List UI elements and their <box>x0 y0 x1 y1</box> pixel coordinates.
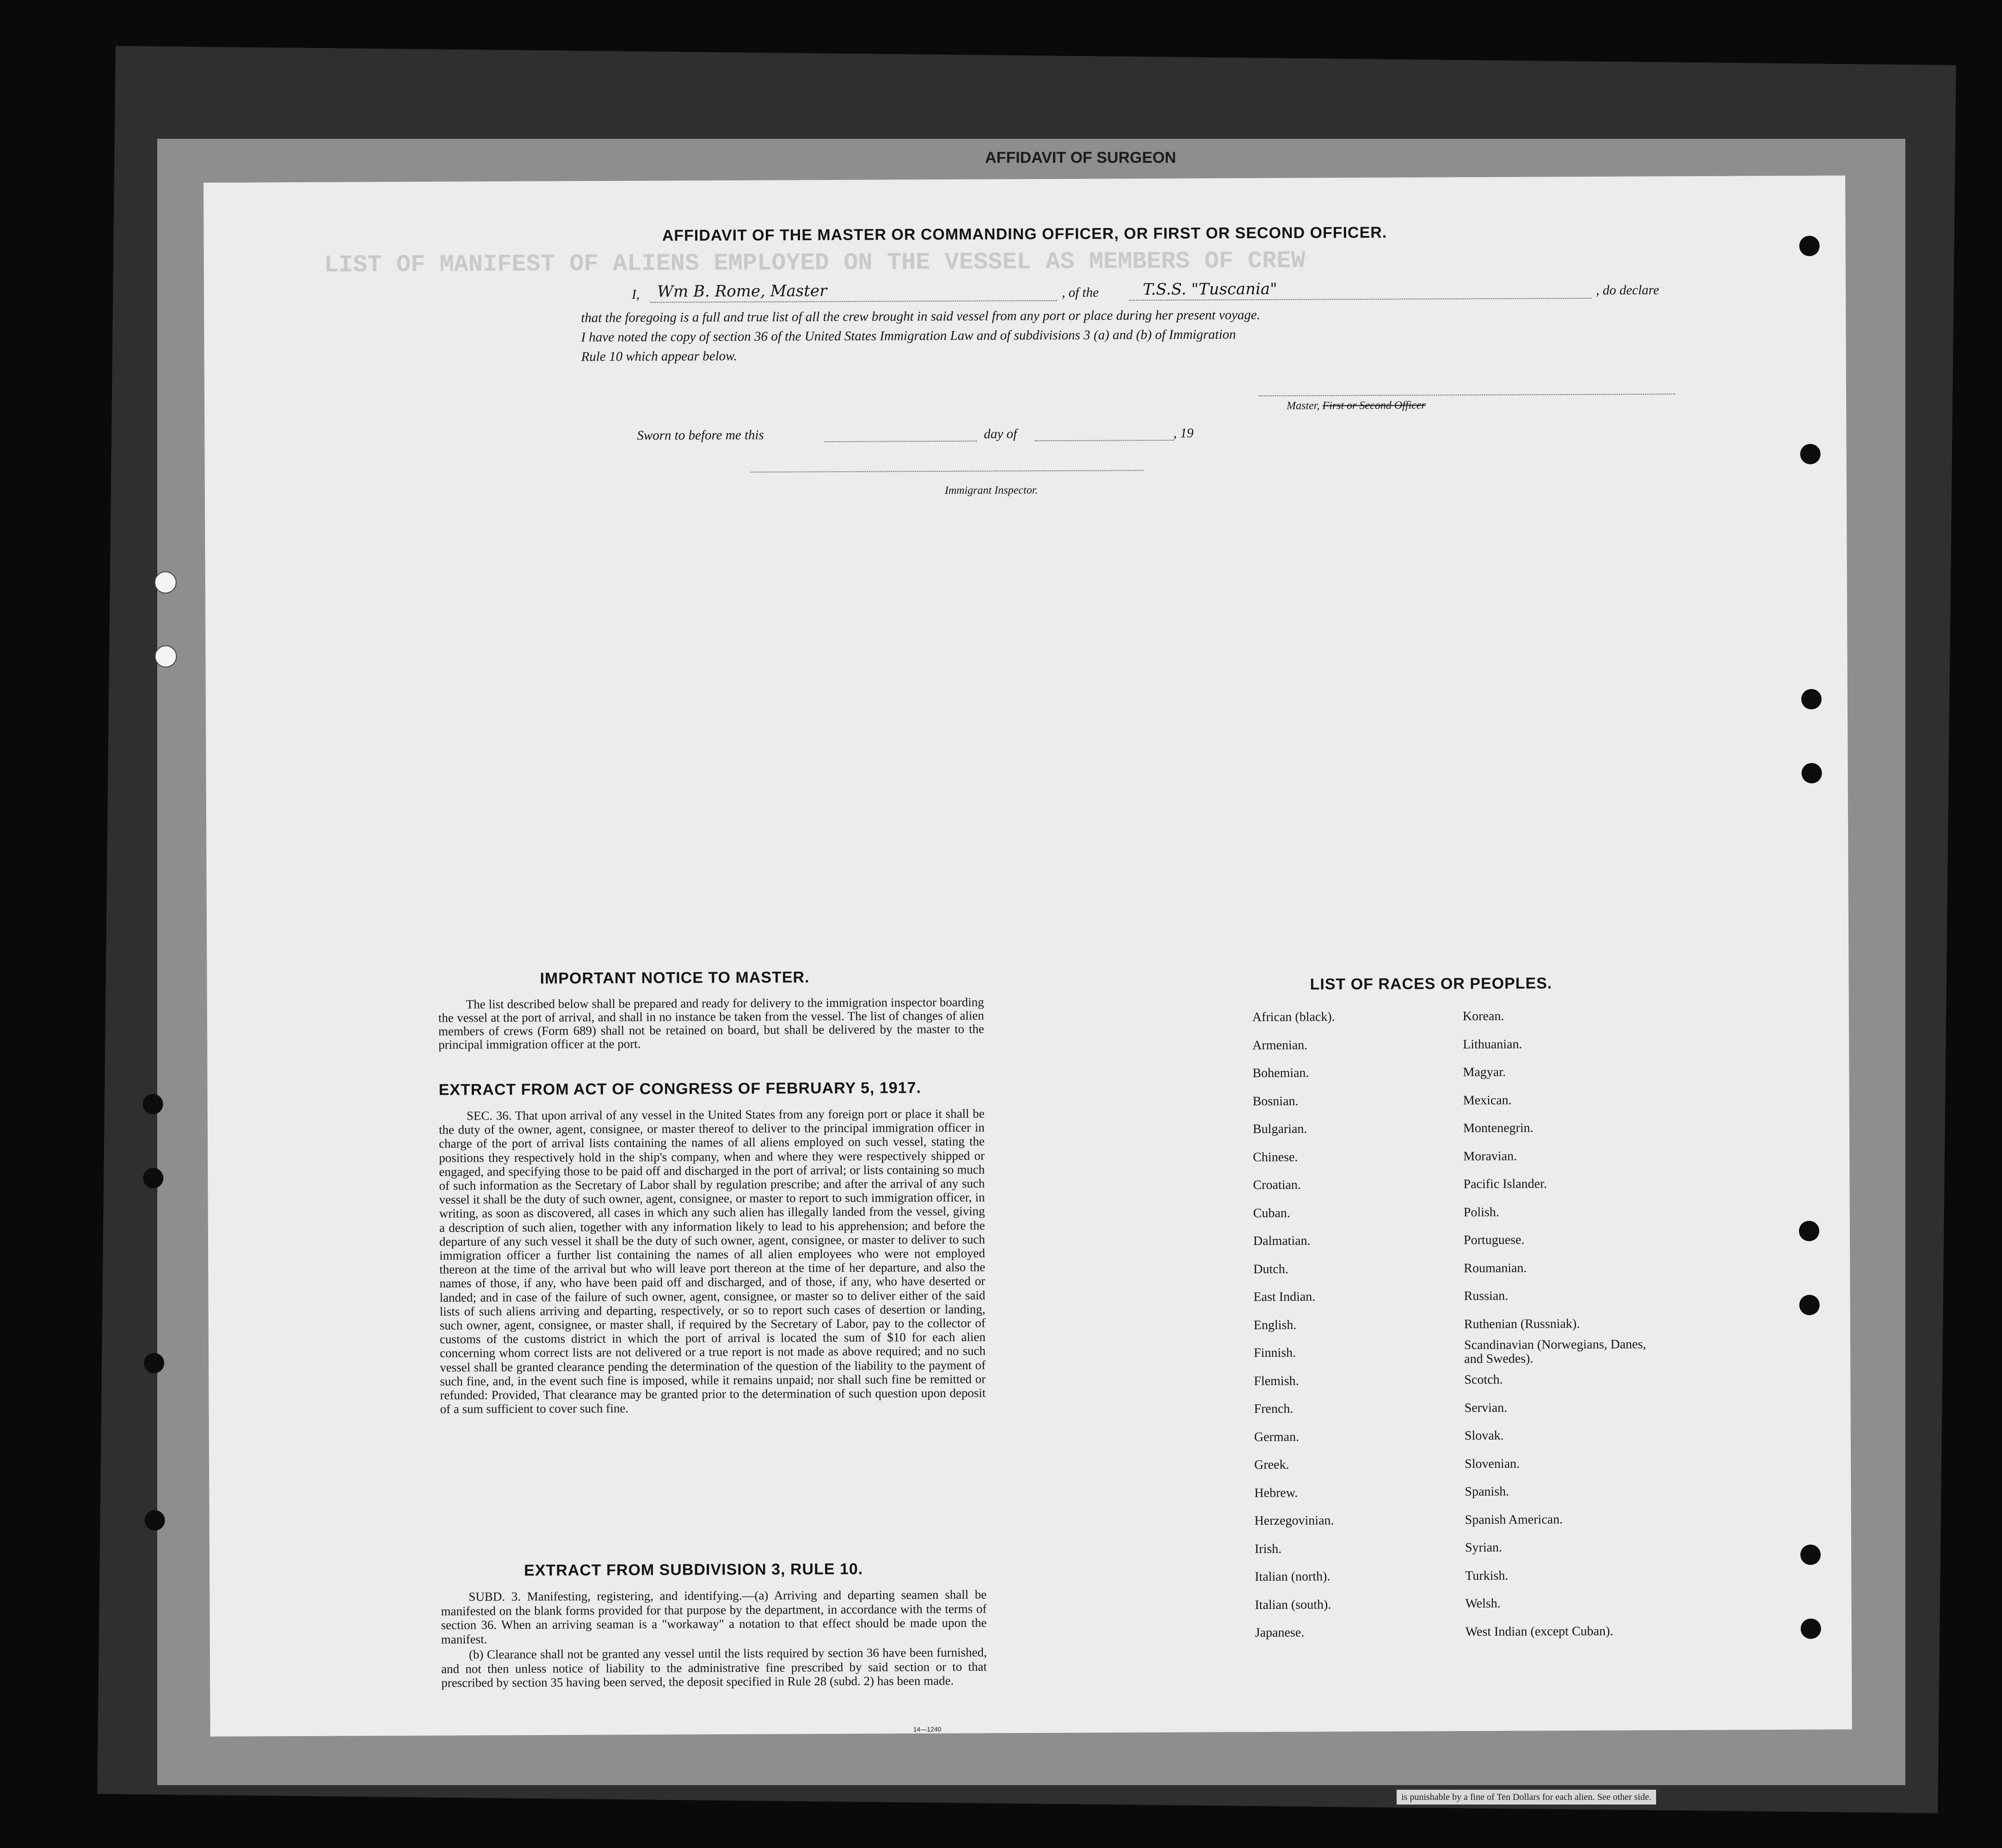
race-item: Japanese. <box>1255 1625 1305 1640</box>
sworn-day-line <box>824 441 977 442</box>
race-item: Dutch. <box>1253 1262 1288 1276</box>
of-the-label: , of the <box>1061 285 1099 300</box>
race-item: Moravian. <box>1463 1149 1517 1164</box>
declaration-line: that the foregoing is a full and true list of all the crew brought in said vessel from any port or place during her present voyage. <box>581 308 1260 326</box>
inspector-signature-line <box>751 470 1144 473</box>
race-item: Spanish. <box>1465 1484 1509 1499</box>
race-item: Ruthenian (Russniak). <box>1464 1316 1580 1331</box>
surgeon-affidavit-header: AFFIDAVIT OF SURGEON <box>985 149 1177 166</box>
sworn-month-line <box>1035 440 1173 441</box>
race-item: English. <box>1253 1318 1297 1332</box>
binder-hole <box>143 1168 163 1188</box>
signature-caption-master: Master, <box>1287 400 1320 412</box>
race-item: Servian. <box>1464 1400 1508 1415</box>
race-item: Italian (south). <box>1255 1597 1331 1612</box>
master-signature-line <box>1259 394 1675 396</box>
binder-hole <box>1800 444 1820 464</box>
race-item: Bulgarian. <box>1252 1121 1307 1137</box>
signature-caption-struck: First or Second Officer <box>1322 399 1426 412</box>
extract-rule-body-a: SUBD. 3. Manifesting, registering, and identifying.—(a) Arriving and departing seamen shall be manifested on the blank forms provided for that purpose by the department, in accordance with the terms of section 36. When an arriving seaman is a "workaway" a notation to that effect should be made upon the manifest. <box>441 1587 987 1646</box>
race-item: Chinese. <box>1253 1150 1298 1164</box>
race-item: Bosnian. <box>1252 1094 1299 1109</box>
master-name-handwritten: Wm B. Rome, Master <box>657 282 827 301</box>
sworn-text: Sworn to before me this <box>637 427 764 443</box>
binder-hole <box>144 1353 164 1373</box>
binder-hole <box>1799 1295 1820 1315</box>
binder-hole <box>143 1094 163 1114</box>
i-label: I, <box>631 287 640 302</box>
binder-hole <box>1802 763 1822 783</box>
race-item: Polish. <box>1463 1205 1499 1220</box>
extract-rule-body-b: (b) Clearance shall not be granted any vessel until the lists required by section 36 have been furnished, and not then unless notice of liability to the administrative fine prescribed by said section or to that prescribed by section 35 having been served, the deposit specified in Rule 28 (subd. 2) has been made. <box>441 1645 987 1690</box>
race-item: Lithuanian. <box>1463 1037 1522 1052</box>
extract-act-body: SEC. 36. That upon arrival of any vessel in the United States from any foreign port or place it shall be the duty of the owner, agent, consignee, or master thereof to deliver to the principal immigration officer in charge of the port of arrival lists containing the names of all aliens employed on such vessel, stating the positions they respectively hold in the ship's company, when and where they were respectively shipped or engaged, and specifying those to be paid off and discharged in the port of arrival; or lists containing so much of such information as the Secretary of Labor shall by regulation prescribe; and after the arrival of any such vessel it shall be the duty of such owner, agent, consignee, or master to report to such immigration officer, in writing, as soon as discovered, all cases in which any such alien has illegally landed from the vessel, giving a description of such alien, together with any information likely to lead to his apprehension; and before the departure of any such vessel it shall be the duty of such owner, agent, consignee, or master to deliver to such immigration officer a further list containing the names of all alien employees who were not employed thereon at the time of the arrival but who will leave port thereon at the time of her departure, and also the names of those, if any, who have been paid off and discharged, and of those, if any, who have deserted or landed; and in case of the failure of such owner, agent, consignee, or master so to deliver either of the said lists of such aliens arriving and departing, respectively, or so to report such cases of desertion or landing, such owner, agent, consignee, or master shall, if required by the Secretary of Labor, pay to the collector of customs of the customs district in which the port of arrival is located the sum of $10 for each alien concerning whom correct lists are not delivered or a true report is not made as above required; and no such vessel shall be granted clearance pending the determination of the question of the liability to the payment of such fine, and, in the event such fine is imposed, while it remains unpaid; nor shall such fine be remitted or refunded: Provided, That clearance may be granted prior to the determination of such question upon deposit of a sum sufficient to cover such fine. <box>438 1106 986 1417</box>
do-declare-label: , do declare <box>1595 283 1659 298</box>
race-item: Flemish. <box>1254 1374 1299 1388</box>
race-item: German. <box>1254 1429 1300 1444</box>
race-item: Russian. <box>1464 1288 1509 1304</box>
binder-hole <box>1801 689 1822 709</box>
races-right-column <box>1463 1002 1669 1646</box>
binder-hole <box>1801 1619 1821 1639</box>
race-item: Irish. <box>1254 1541 1282 1556</box>
signature-caption <box>1287 399 1426 412</box>
race-item: Armenian. <box>1252 1038 1308 1053</box>
binder-hole <box>145 1510 165 1530</box>
extract-act-title: EXTRACT FROM ACT OF CONGRESS OF FEBRUARY 5, 1917. <box>438 1079 921 1099</box>
race-item: Pacific Islander. <box>1463 1177 1547 1192</box>
day-of-label: day of <box>984 426 1017 442</box>
race-item: Syrian. <box>1465 1540 1503 1555</box>
extract-rule-title: EXTRACT FROM SUBDIVISION 3, RULE 10. <box>524 1560 863 1580</box>
race-item: Welsh. <box>1465 1596 1501 1611</box>
race-item: Hebrew. <box>1254 1485 1298 1500</box>
race-item: Korean. <box>1462 1009 1504 1024</box>
bleed-through-text: LIST OF MANIFEST OF ALIENS EMPLOYED ON THE VESSEL AS MEMBERS OF CREW <box>324 247 1306 279</box>
binder-hole <box>154 571 177 593</box>
footer-fine-note: is punishable by a fine of Ten Dollars for each alien. See other side. <box>1397 1790 1656 1805</box>
race-item: Slovak. <box>1464 1428 1504 1443</box>
inspector-caption: Immigrant Inspector. <box>944 484 1038 497</box>
race-item: Spanish American. <box>1465 1512 1563 1527</box>
declaration-line: I have noted the copy of section 36 of the United States Immigration Law and of subdivisions 3 (a) and (b) of Immigration <box>581 327 1236 345</box>
declaration-line: Rule 10 which appear below. <box>581 348 737 364</box>
races-title: LIST OF RACES OR PEOPLES. <box>1310 974 1552 993</box>
race-item: East Indian. <box>1253 1289 1316 1305</box>
race-item: Italian (north). <box>1255 1569 1331 1584</box>
race-item: Bohemian. <box>1252 1066 1309 1081</box>
year-prefix: , 19 <box>1173 425 1194 441</box>
race-item: Croatian. <box>1253 1177 1301 1193</box>
vessel-name-handwritten: T.S.S. "Tuscania" <box>1142 279 1277 299</box>
race-item: Montenegrin. <box>1463 1121 1534 1136</box>
race-item: Finnish. <box>1253 1345 1296 1361</box>
form-number: 14—1240 <box>913 1725 942 1733</box>
affidavit-title: AFFIDAVIT OF THE MASTER OR COMMANDING OFFICER, OR FIRST OR SECOND OFFICER. <box>662 223 1387 245</box>
race-item: Portuguese. <box>1463 1232 1525 1248</box>
race-item: African (black). <box>1252 1010 1335 1025</box>
notice-body: The list described below shall be prepared and ready for delivery to the immigration inspector boarding the vessel at the port of arrival, and shall in no instance be taken from the vessel. The list of changes of alien members of crews (Form 689) shall not be retained on board, but shall be delivered by the master to the principal immigration officer at the port. <box>438 995 985 1052</box>
races-left-column <box>1252 1003 1338 1647</box>
race-item: Herzegovinian. <box>1254 1513 1334 1528</box>
race-item: Turkish. <box>1465 1568 1509 1583</box>
race-item: Dalmatian. <box>1253 1233 1311 1249</box>
race-item: Roumanian. <box>1464 1261 1527 1275</box>
race-item: Cuban. <box>1253 1206 1290 1220</box>
race-item: West Indian (except Cuban). <box>1465 1624 1614 1639</box>
binder-hole <box>154 645 177 667</box>
race-item: Greek. <box>1254 1457 1289 1472</box>
race-item: Magyar. <box>1463 1065 1506 1080</box>
binder-hole <box>1800 1545 1821 1565</box>
race-item: French. <box>1254 1401 1294 1417</box>
notice-title: IMPORTANT NOTICE TO MASTER. <box>540 968 810 987</box>
binder-hole <box>1799 1221 1819 1241</box>
race-item: Scotch. <box>1464 1372 1503 1387</box>
affidavit-page <box>203 176 1852 1737</box>
race-item: Mexican. <box>1463 1093 1512 1108</box>
race-item: Scandinavian (Norwegians, Danes, and Swedes). <box>1464 1337 1646 1367</box>
race-item: Slovenian. <box>1465 1456 1520 1471</box>
